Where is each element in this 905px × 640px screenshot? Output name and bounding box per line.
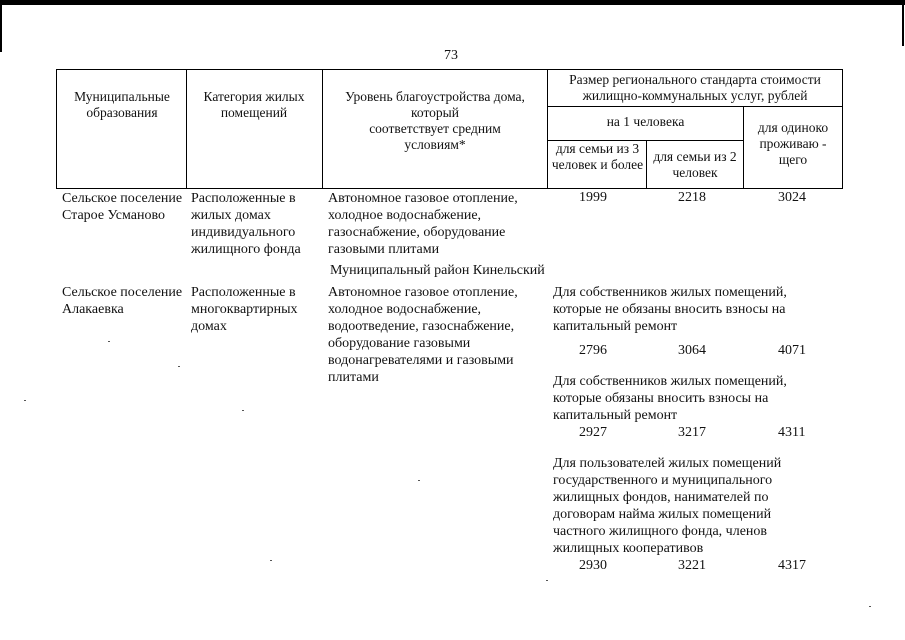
header-bottom-border	[56, 188, 843, 189]
group2-value-family2: 3217	[678, 425, 706, 440]
table-top-border	[56, 69, 843, 70]
group2-value-family3: 2927	[579, 425, 607, 440]
scan-frame-left	[0, 0, 2, 52]
group3-value-family2: 3221	[678, 558, 706, 573]
group3-value-single: 4317	[778, 558, 806, 573]
header-family2: для семьи из 2 человек	[653, 149, 737, 180]
group3-value-family3: 2930	[579, 558, 607, 573]
group2-line: Для собственников жилых помещений,	[553, 374, 787, 389]
header-standard-line: Размер регионального стандарта стоимости	[569, 72, 821, 87]
scan-speck	[270, 560, 272, 561]
header-divider-standard	[547, 106, 843, 107]
header-single: для одиноко проживаю - щего	[757, 120, 829, 167]
header-level-line: Уровень благоустройства дома,	[345, 89, 525, 104]
col-border-6	[842, 69, 843, 188]
group3-description	[553, 455, 843, 557]
col-border-2	[322, 69, 323, 188]
group2-line: капитальный ремонт	[553, 408, 678, 423]
scan-speck	[242, 410, 244, 411]
header-level	[324, 89, 546, 153]
col-border-1	[186, 69, 187, 188]
group3-line: договорам найма жилых помещений	[553, 507, 772, 522]
col-border-4	[646, 140, 647, 188]
row2-municipal: Сельское поселение Алакаевка	[62, 285, 183, 317]
header-level-line: условиям*	[404, 137, 466, 152]
scan-speck	[178, 366, 180, 367]
header-municipal: Муниципальные образования	[74, 89, 170, 120]
header-per-person: на 1 человека	[606, 114, 685, 129]
group1-line: Для собственников жилых помещений,	[553, 285, 787, 300]
district-heading: Муниципальный район Кинельский	[330, 263, 545, 278]
col-border-5	[743, 106, 744, 188]
group3-line: жилищных фондов, нанимателей по	[553, 490, 769, 505]
group1-value-family3: 2796	[579, 343, 607, 358]
group1-value-single: 4071	[778, 343, 806, 358]
group3-line: жилищных кооперативов	[553, 541, 704, 556]
group3-line: Для пользователей жилых помещений	[553, 456, 782, 471]
header-standard-line: жилищно-коммунальных услуг, рублей	[582, 88, 808, 103]
group2-value-single: 4311	[778, 425, 806, 440]
row1-value-family3: 1999	[579, 190, 607, 205]
scan-speck	[24, 400, 26, 401]
col-border-0	[56, 69, 57, 188]
header-level-line: который	[411, 105, 459, 120]
header-level-line: соответствует средним	[369, 121, 501, 136]
row2-category: Расположенные в многоквартирных домах	[191, 285, 298, 334]
scan-speck	[108, 341, 110, 342]
row1-value-family2: 2218	[678, 190, 706, 205]
scan-speck	[418, 480, 420, 481]
col-border-3	[547, 69, 548, 188]
header-category: Категория жилых помещений	[203, 89, 305, 120]
header-standard	[549, 72, 841, 104]
row1-value-single: 3024	[778, 190, 806, 205]
group3-line: государственного и муниципального	[553, 473, 773, 488]
scan-speck	[546, 580, 548, 581]
group1-line: которые не обязаны вносить взносы на	[553, 302, 786, 317]
group3-line: частного жилищного фонда, членов	[553, 524, 768, 539]
group1-description	[553, 284, 843, 335]
group2-description	[553, 373, 843, 424]
row1-level: Автономное газовое отопление, холодное водоснабжение, газоснабжение, оборудование газовыми плитами	[328, 191, 518, 257]
scan-speck	[869, 606, 871, 607]
scan-frame-right	[902, 0, 904, 46]
group1-line: капитальный ремонт	[553, 319, 678, 334]
row2-level: Автономное газовое отопление, холодное водоснабжение, водоотведение, газоснабжение, оборудование газовыми водонагревателями и газовыми плитами	[328, 285, 518, 385]
group2-line: которые обязаны вносить взносы на	[553, 391, 769, 406]
row1-municipal: Сельское поселение Старое Усманово	[62, 191, 183, 223]
row1-category: Расположенные в жилых домах индивидуального жилищного фонда	[191, 191, 301, 257]
scan-frame-top	[0, 0, 905, 5]
header-family3: для семьи из 3 человек и более	[551, 141, 644, 172]
group1-value-family2: 3064	[678, 343, 706, 358]
page-number: 73	[444, 48, 458, 63]
